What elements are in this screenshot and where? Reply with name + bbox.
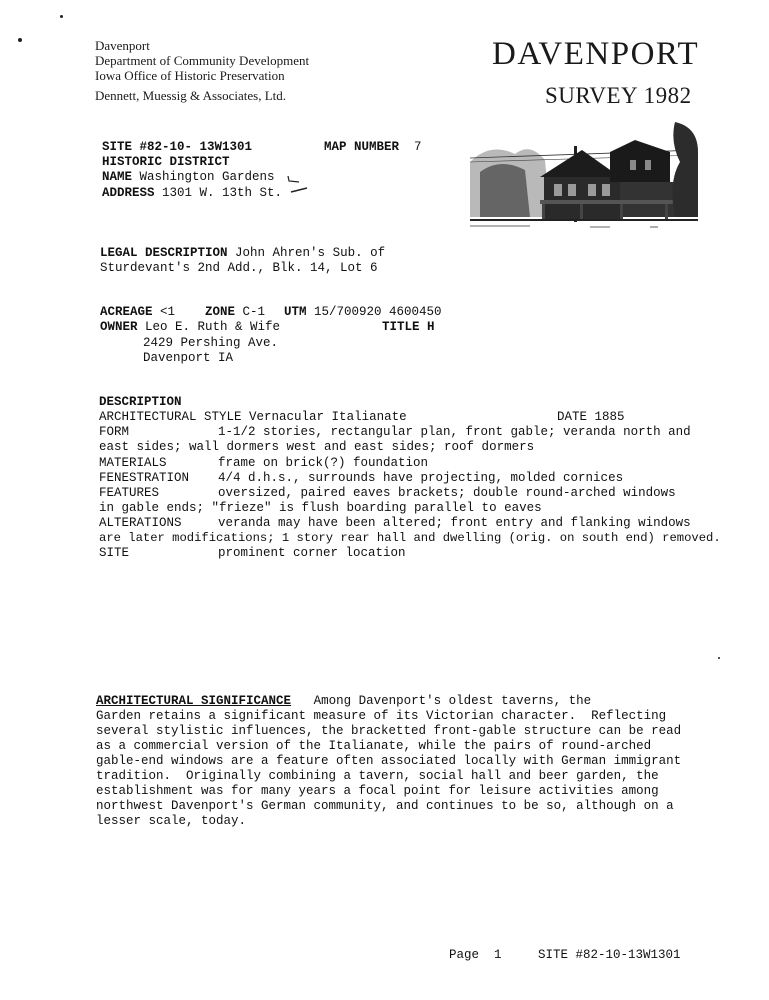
fenestration-text: 4/4 d.h.s., surrounds have projecting, molded cornices	[218, 471, 624, 485]
alterations-text-2: are later modifications; 1 story rear hall and dwelling (orig. on south end) removed.	[99, 531, 721, 545]
legal-description-text-1: John Ahren's Sub. of	[235, 246, 386, 260]
title-label: TITLE	[382, 320, 420, 334]
acreage-value: <1	[160, 305, 176, 319]
scan-speck	[718, 657, 720, 659]
legal-description-line-2: Sturdevant's 2nd Add., Blk. 14, Lot 6	[100, 261, 378, 275]
materials-label: MATERIALS	[99, 456, 167, 470]
form-text-2: east sides; wall dormers west and east sides; roof dormers	[99, 440, 535, 454]
org-line-2: Department of Community Development	[95, 53, 310, 68]
footer-site-number: #82-10-13W1301	[575, 948, 681, 962]
materials-text: frame on brick(?) foundation	[218, 456, 429, 470]
footer-site-label: SITE	[538, 948, 569, 962]
significance-line: tradition. Originally combining a tavern, social hall and beer garden, the	[96, 769, 659, 783]
alterations-label: ALTERATIONS	[99, 516, 182, 530]
pen-mark	[285, 173, 315, 195]
property-name: Washington Gardens	[139, 170, 275, 184]
acreage-line	[100, 305, 175, 320]
style-label: ARCHITECTURAL STYLE	[99, 410, 242, 424]
legal-description-line-1	[100, 246, 385, 261]
owner-label: OWNER	[100, 320, 138, 334]
features-label: FEATURES	[99, 486, 160, 500]
style-value: Vernacular Italianate	[249, 410, 407, 424]
significance-text-1: Among Davenport's oldest taverns, the	[313, 694, 592, 708]
significance-line: northwest Davenport's German community, and continues to be so, although on a	[96, 799, 674, 813]
zone-line	[205, 305, 265, 320]
features-text-2: in gable ends; "frieze" is flush boarding parallel to eaves	[99, 501, 542, 515]
site-label: SITE	[102, 140, 133, 154]
fenestration-label: FENESTRATION	[99, 471, 190, 485]
owner-address-2: Davenport IA	[143, 351, 234, 365]
page-subtitle: SURVEY 1982	[545, 83, 692, 108]
features-text-1: oversized, paired eaves brackets; double round-arched windows	[218, 486, 676, 500]
page-number: 1	[494, 948, 502, 962]
date-line	[557, 410, 625, 425]
title-value: H	[427, 320, 435, 334]
footer-site-line	[538, 948, 681, 963]
significance-label: ARCHITECTURAL SIGNIFICANCE	[96, 694, 292, 708]
firm-name: Dennett, Muessig & Associates, Ltd.	[95, 88, 287, 103]
owner-value: Leo E. Ruth & Wife	[145, 320, 281, 334]
style-line	[99, 410, 407, 425]
map-number-label: MAP NUMBER	[324, 140, 400, 154]
alterations-text-1: veranda may have been altered; front entry and flanking windows	[218, 516, 691, 530]
date-label: DATE	[557, 410, 588, 424]
site-description-text: prominent corner location	[218, 546, 406, 560]
zone-label: ZONE	[205, 305, 236, 319]
page-title: DAVENPORT	[492, 36, 700, 72]
significance-line: several stylistic influences, the bracketted front-gable structure can be read	[96, 724, 682, 738]
significance-line: Garden retains a significant measure of its Victorian character. Reflecting	[96, 709, 667, 723]
site-line	[102, 140, 252, 155]
owner-line	[100, 320, 280, 335]
page-label: Page	[449, 948, 480, 962]
map-number: 7	[414, 140, 422, 154]
utm-label: UTM	[284, 305, 307, 319]
zone-value: C-1	[242, 305, 266, 319]
map-number-line	[324, 140, 422, 155]
site-number: #82-10- 13W1301	[139, 140, 253, 154]
address-label: ADDRESS	[102, 186, 155, 200]
significance-line: gable-end windows are a feature often associated locally with German immigrant	[96, 754, 682, 768]
significance-line: establishment was for many years a focal point for leisure activities among	[96, 784, 659, 798]
address-line	[102, 186, 282, 201]
significance-line: as a commercial version of the Italianate, while the pairs of round-arched	[96, 739, 652, 753]
building-photo	[470, 122, 698, 230]
form-label: FORM	[99, 425, 130, 439]
org-line-3: Iowa Office of Historic Preservation	[95, 68, 285, 83]
date-value: 1885	[594, 410, 625, 424]
description-heading: DESCRIPTION	[99, 395, 182, 409]
historic-district-label: HISTORIC DISTRICT	[102, 155, 230, 169]
significance-first-line	[96, 694, 591, 709]
name-label: NAME	[102, 170, 133, 184]
org-line-1: Davenport	[95, 38, 150, 53]
utm-value: 15/700920 4600450	[314, 305, 442, 319]
page-number-line	[449, 948, 502, 963]
owner-address-1: 2429 Pershing Ave.	[143, 336, 279, 350]
acreage-label: ACREAGE	[100, 305, 153, 319]
form-text-1: 1-1/2 stories, rectangular plan, front gable; veranda north and	[218, 425, 691, 439]
scan-speck	[60, 15, 63, 18]
legal-description-label: LEGAL DESCRIPTION	[100, 246, 228, 260]
significance-paragraph	[96, 709, 736, 829]
significance-line: lesser scale, today.	[96, 814, 247, 828]
site-description-label: SITE	[99, 546, 130, 560]
name-line	[102, 170, 275, 185]
property-address: 1301 W. 13th St.	[162, 186, 283, 200]
utm-line	[284, 305, 442, 320]
scan-speck	[18, 38, 22, 42]
title-line	[382, 320, 435, 335]
